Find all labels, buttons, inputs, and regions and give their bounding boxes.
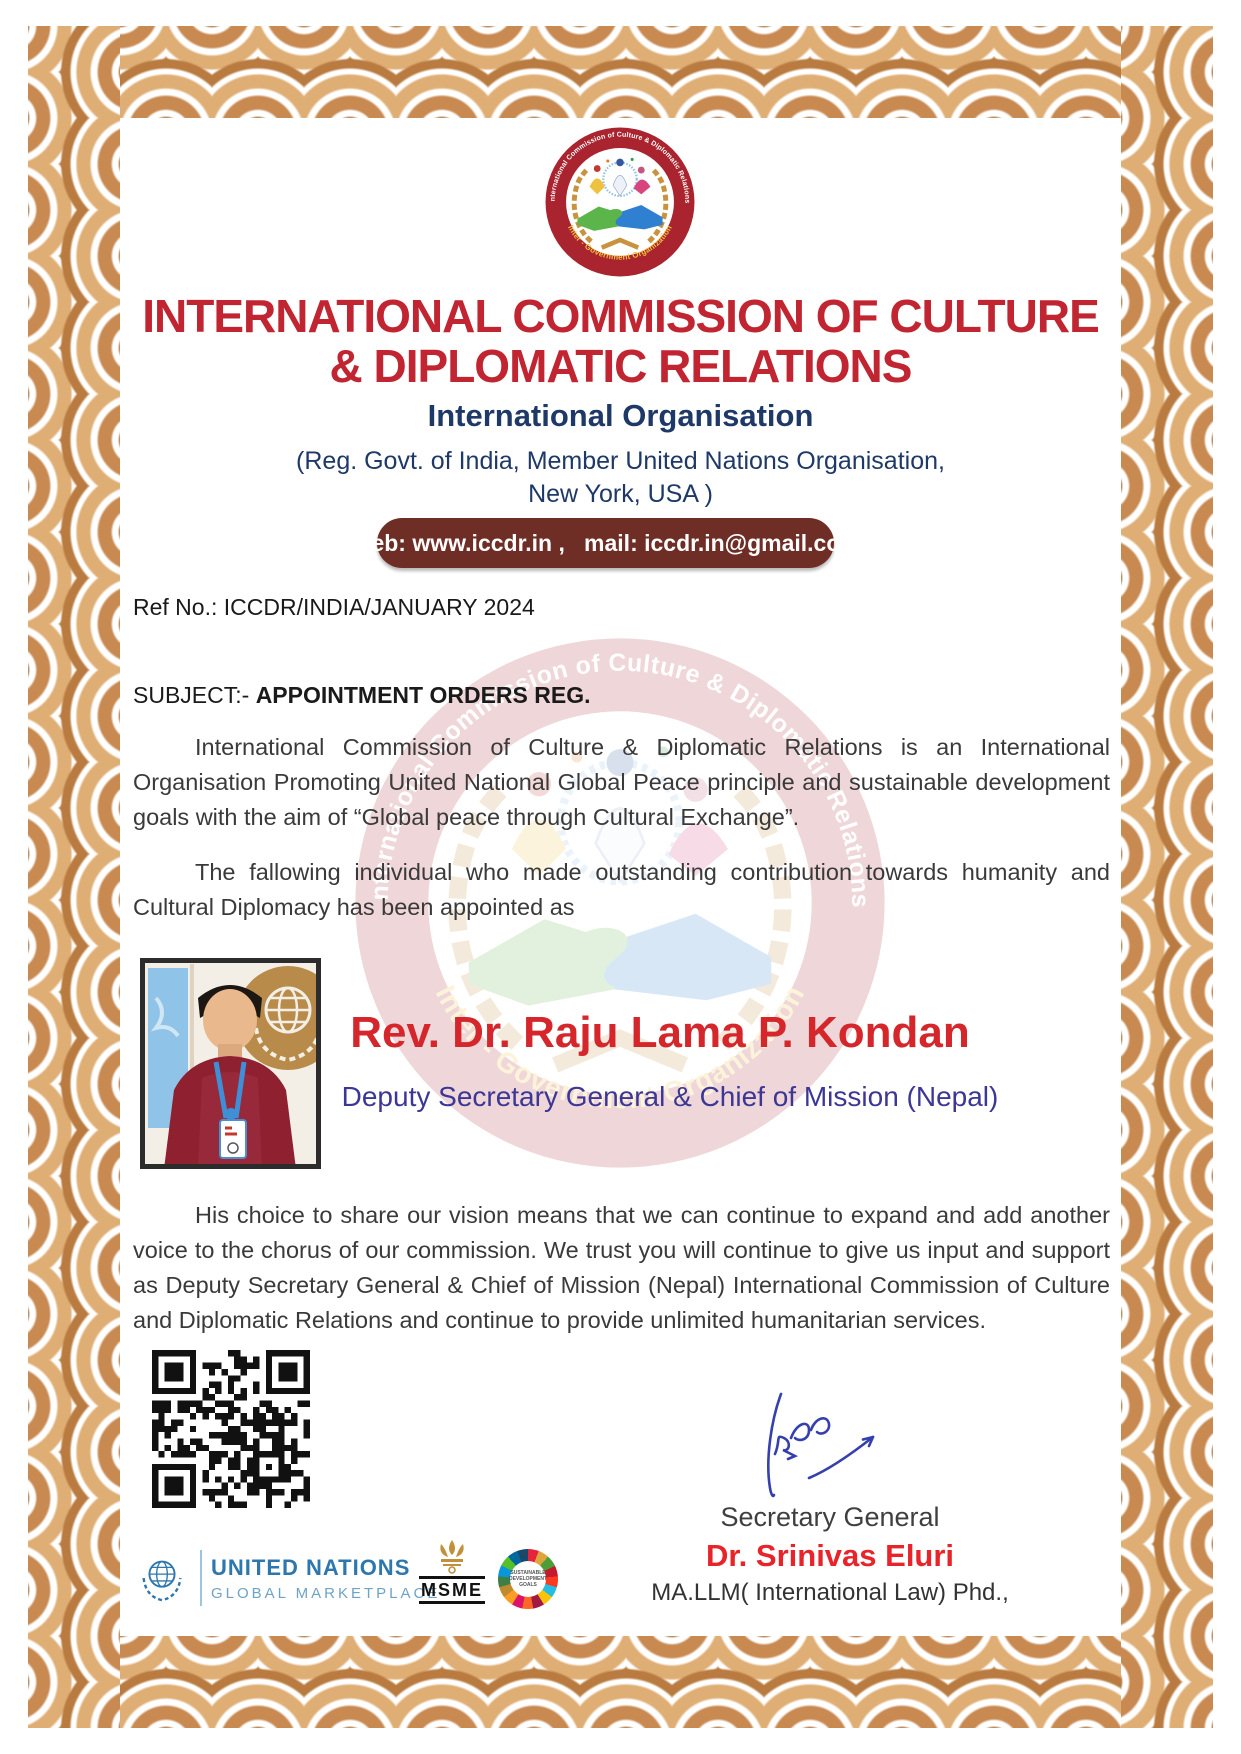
ungm-divider bbox=[200, 1550, 202, 1606]
secretary-block bbox=[630, 1502, 1030, 1607]
org-name-line2: & DIPLOMATIC RELATIONS bbox=[329, 340, 912, 392]
sdg-wheel-logo bbox=[498, 1549, 558, 1609]
secretary-name: Dr. Srinivas Eluri bbox=[705, 1538, 955, 1573]
qr-code bbox=[152, 1350, 310, 1508]
org-registration-line1: (Reg. Govt. of India, Member United Nations Organisation, bbox=[296, 447, 945, 475]
org-type: International Organisation bbox=[427, 398, 814, 433]
paragraph-closing: His choice to share our vision means that we can continue to expand and add another voice to the chorus of our commission. We trust you will continue to give us input and support as Deputy Secretary General & Chief of Mission (Nepal) International Commission of Culture and Diplomatic Relations and continue to provide unlimited humanitarian services. bbox=[133, 1202, 1110, 1333]
un-emblem-icon bbox=[133, 1549, 191, 1607]
paragraph-intro: International Commission of Culture & Diplomatic Relations is an International Organisation Promoting United National Global Peace principle and sustainable development goals with the aim of “Global peace through Cultural Exchange”. bbox=[133, 734, 1110, 830]
sdg-wheel-center-text: SUSTAINABLE DEVELOPMENT GOALS bbox=[510, 1561, 546, 1597]
org-name-line1: INTERNATIONAL COMMISSION OF CULTURE bbox=[142, 290, 1099, 342]
msme-logo bbox=[410, 1538, 494, 1604]
ornamental-border-left bbox=[28, 26, 120, 1728]
org-registration-line2: New York, USA ) bbox=[528, 480, 713, 508]
ornamental-border-top bbox=[28, 26, 1213, 118]
subject-value: APPOINTMENT ORDERS REG. bbox=[255, 682, 591, 708]
appointee-photo bbox=[140, 958, 321, 1169]
ungm-line2: GLOBAL MARKETPLACE bbox=[211, 1584, 441, 1602]
org-logo bbox=[544, 126, 696, 278]
ornamental-border-bottom bbox=[28, 1636, 1213, 1728]
ashoka-emblem-icon bbox=[432, 1538, 472, 1574]
contact-banner bbox=[350, 518, 861, 568]
ungm-logo bbox=[133, 1549, 440, 1607]
ungm-line1: UNITED NATIONS bbox=[211, 1554, 411, 1580]
contact-banner-text: Web: www.iccdr.in , mail: iccdr.in@gmail.com bbox=[350, 529, 861, 556]
appointee-title: Deputy Secretary General & Chief of Mission (Nepal) bbox=[341, 1081, 999, 1112]
secretary-role: Secretary General bbox=[720, 1502, 940, 1532]
signature-ink bbox=[745, 1382, 925, 1507]
appointee-name: Rev. Dr. Raju Lama P. Kondan bbox=[350, 1008, 970, 1057]
ornamental-border-right bbox=[1121, 26, 1213, 1728]
secretary-qualification: MA.LLM( International Law) Phd., bbox=[651, 1579, 1009, 1606]
ref-no: Ref No.: ICCDR/INDIA/JANUARY 2024 bbox=[133, 594, 535, 620]
subject-line bbox=[133, 682, 591, 709]
paragraph-appointment: The fallowing individual who made outstanding contribution towards humanity and Cultural Diplomacy has been appointed as bbox=[133, 859, 1110, 920]
subject-label: SUBJECT:- bbox=[133, 682, 250, 708]
msme-label: MSME bbox=[419, 1576, 485, 1604]
